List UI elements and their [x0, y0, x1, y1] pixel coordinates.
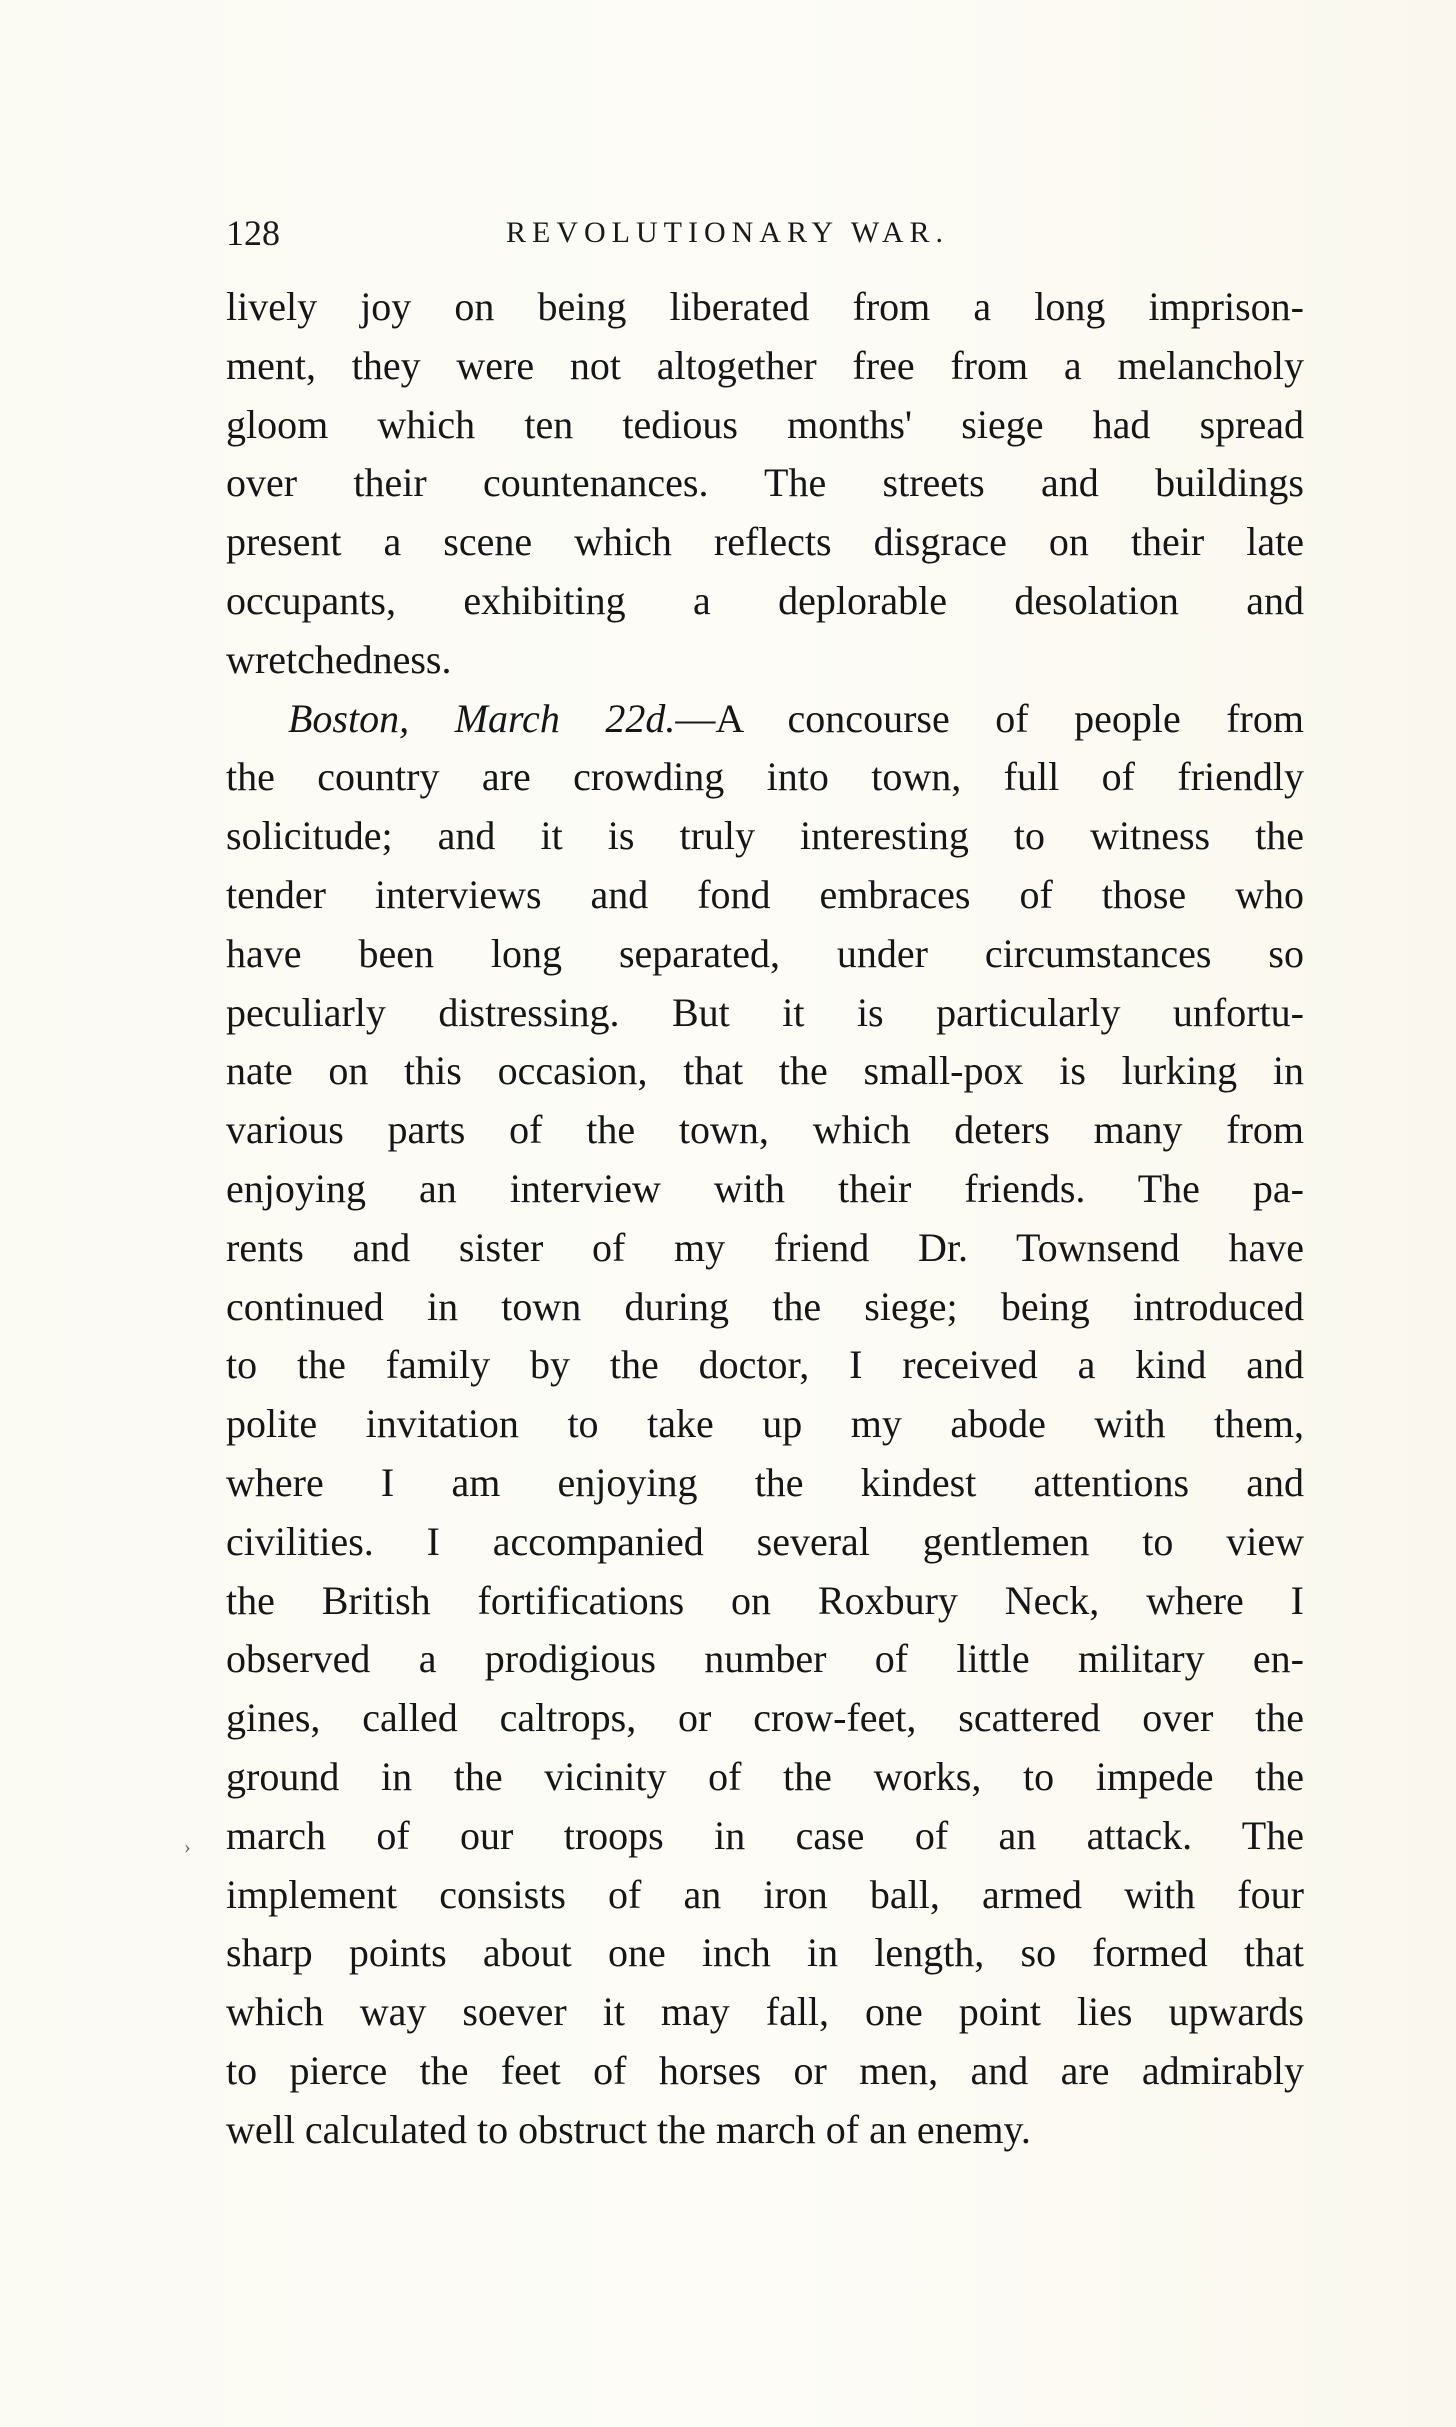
- text-line: lively joy on being liberated from a long imprison-: [226, 284, 1304, 329]
- text-line: solicitude; and it is truly interesting to witness the: [226, 813, 1304, 859]
- text-line: the country are crowding into town, full of friendly: [226, 754, 1304, 800]
- text-line: which way soever it may fall, one point lies upwards: [226, 1989, 1304, 2035]
- entry-first-line: [226, 690, 1304, 749]
- text-line: nate on this occasion, that the small-pox is lurking in: [226, 1048, 1304, 1094]
- entry-place: Boston,: [288, 695, 410, 741]
- text-line: march of our troops in case of an attack. The: [226, 1812, 1304, 1858]
- text-line: observed a prodigious number of little military en-: [226, 1636, 1304, 1682]
- running-title: REVOLUTIONARY WAR.: [506, 216, 949, 249]
- page-header: [226, 208, 1304, 258]
- text-line: gloom which ten tedious months' siege had spread: [226, 401, 1304, 447]
- text-line: peculiarly distressing. But it is particularly unfortu-: [226, 989, 1304, 1035]
- text-line: occupants, exhibiting a deplorable desolation and: [226, 577, 1304, 623]
- text-line: well calculated to obstruct the march of an enemy.: [226, 2106, 1031, 2152]
- text-line: wretchedness.: [226, 636, 452, 682]
- text-line: gines, called caltrops, or crow-feet, scattered over the: [226, 1695, 1304, 1741]
- text-line: rents and sister of my friend Dr. Townsend have: [226, 1224, 1304, 1270]
- text-line: polite invitation to take up my abode with them,: [226, 1401, 1304, 1447]
- text-line: implement consists of an iron ball, armed with four: [226, 1871, 1304, 1917]
- text-line: ment, they were not altogether free from a melancholy: [226, 342, 1304, 388]
- margin-mark: ›: [184, 1836, 191, 1858]
- entry-date: March 22d.: [454, 695, 676, 741]
- text-line: to the family by the doctor, I received a kind and: [226, 1342, 1304, 1388]
- body-text: [226, 278, 1304, 2160]
- text-line: tender interviews and fond embraces of those who: [226, 871, 1304, 917]
- text-line: present a scene which reflects disgrace on their late: [226, 519, 1304, 565]
- text-line: where I am enjoying the kindest attentions and: [226, 1459, 1304, 1505]
- text-line: various parts of the town, which deters many from: [226, 1107, 1304, 1153]
- text-line: civilities. I accompanied several gentlemen to view: [226, 1518, 1304, 1564]
- entry-first-line-text: —A concourse of people from: [675, 695, 1304, 741]
- text-line: over their countenances. The streets and buildings: [226, 460, 1304, 506]
- page-number: 128: [226, 213, 280, 253]
- text-line: the British fortifications on Roxbury Neck, where I: [226, 1577, 1304, 1623]
- text-line: have been long separated, under circumstances so: [226, 930, 1304, 976]
- text-line: continued in town during the siege; being introduced: [226, 1283, 1304, 1329]
- text-line: sharp points about one inch in length, so formed that: [226, 1930, 1304, 1976]
- text-line: enjoying an interview with their friends. The pa-: [226, 1165, 1304, 1211]
- text-line: to pierce the feet of horses or men, and are admirably: [226, 2047, 1304, 2093]
- text-line: ground in the vicinity of the works, to impede the: [226, 1753, 1304, 1799]
